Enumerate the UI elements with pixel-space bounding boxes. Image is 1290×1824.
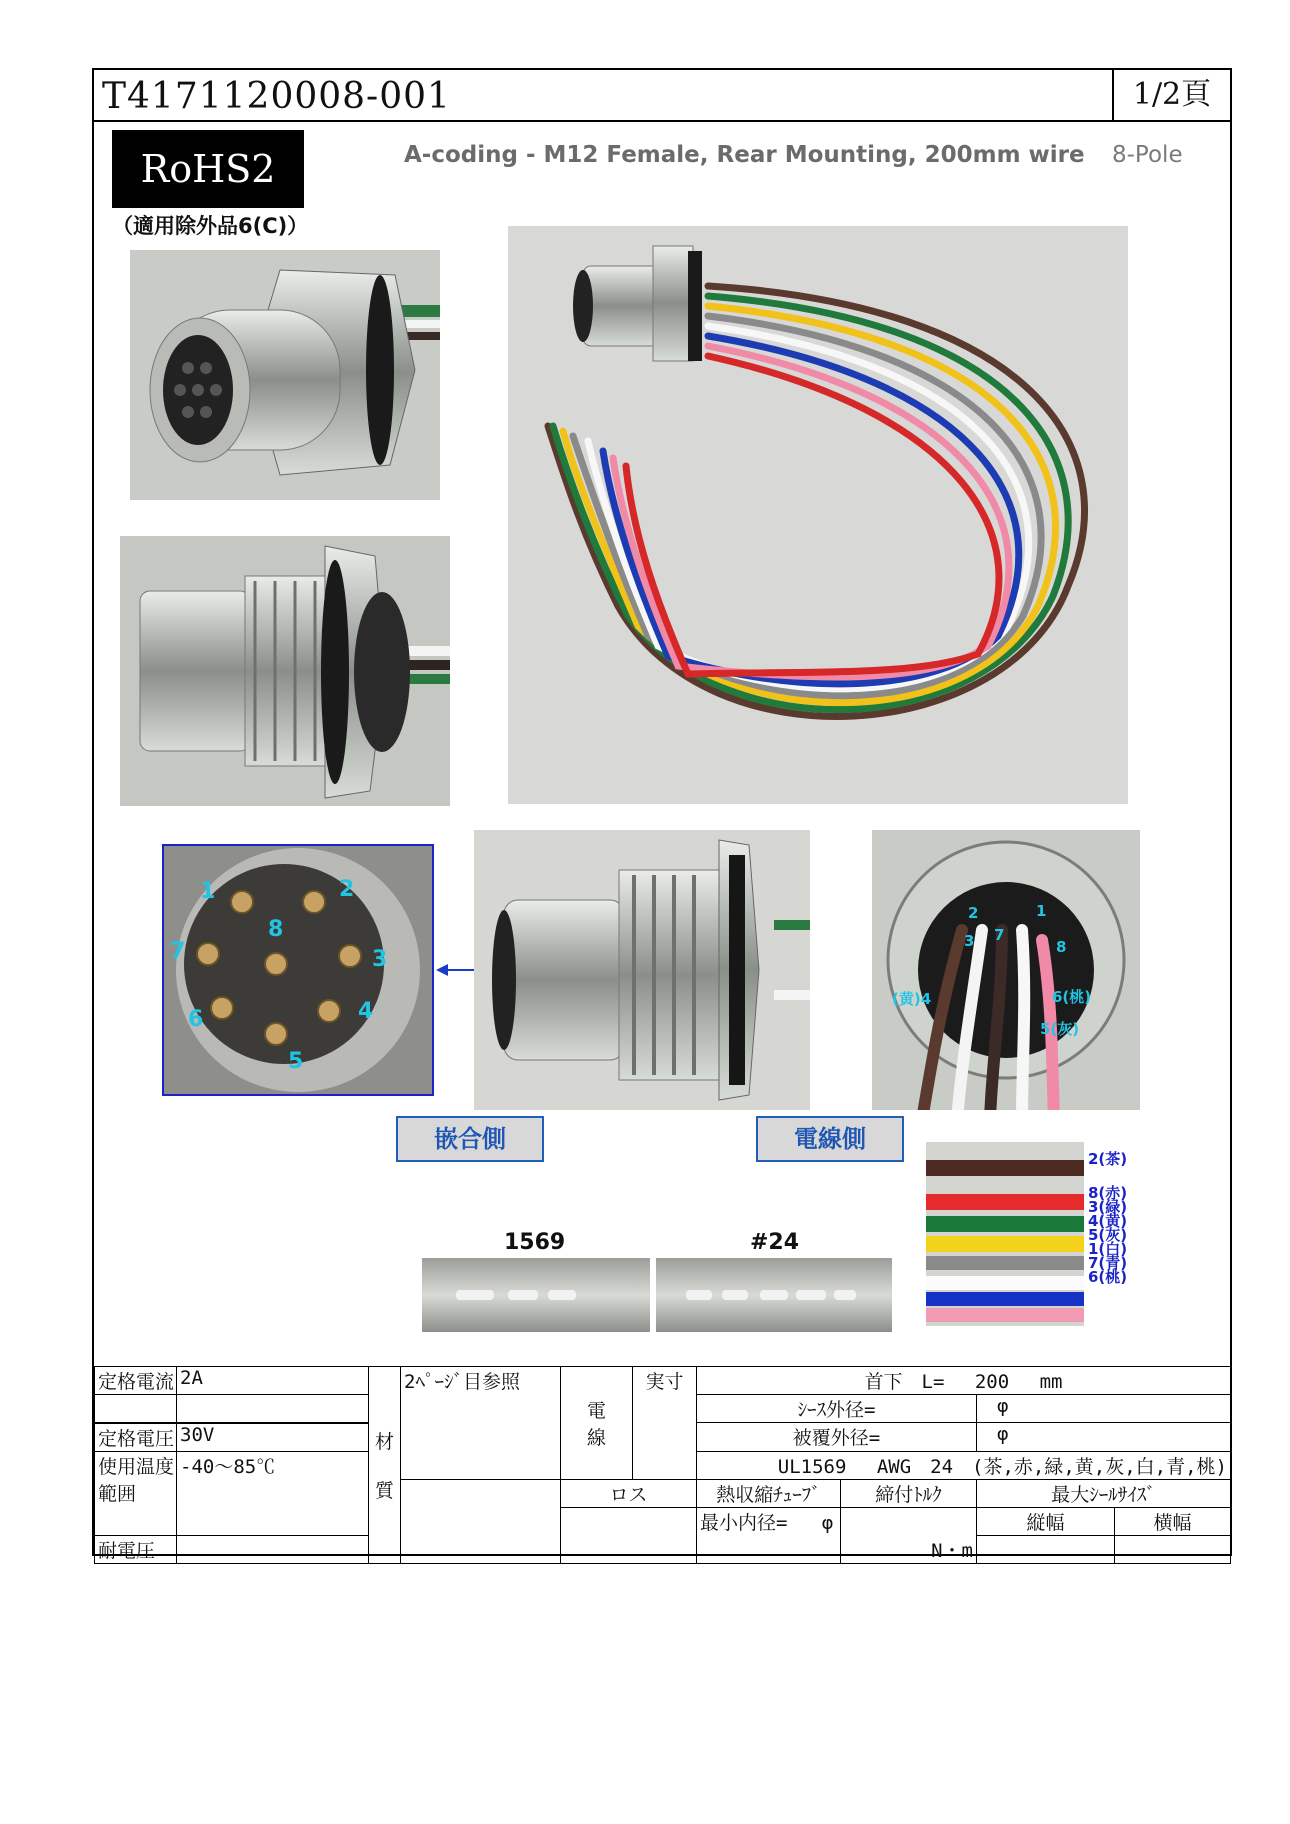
max-seal-label: 最大ｼｰﾙｻｲｽﾞ <box>977 1479 1231 1507</box>
ul-row: UL1569 AWG 24 (茶,赤,緑,黄,灰,白,青,桃) <box>697 1451 1231 1479</box>
wire-label: 6(桃) <box>1052 988 1092 1006</box>
pin-label: 5 <box>288 1049 304 1074</box>
wire-label: 7 <box>994 926 1005 944</box>
pin-label: 7 <box>170 939 186 964</box>
legend-item: 3(緑) <box>1088 1198 1128 1216</box>
mating-side-label: 嵌合側 <box>396 1116 544 1162</box>
connector-side-photo <box>120 536 450 806</box>
torque-unit: N・m <box>841 1507 977 1563</box>
min-id-cell: 最小内径= φ <box>697 1507 841 1563</box>
product-title: A-coding - M12 Female, Rear Mounting, 200mm wire <box>404 142 1085 168</box>
pin-label: 6 <box>188 1007 204 1032</box>
legend-item: 8(赤) <box>1088 1184 1128 1202</box>
temp-range-value: -40～85℃ <box>177 1451 369 1535</box>
wire-label: 2 <box>968 904 979 922</box>
wire-side-label: 電線側 <box>756 1116 904 1162</box>
title-bar <box>94 70 1230 122</box>
pin-label: 2 <box>339 877 355 902</box>
wire-label: 3 <box>964 932 975 950</box>
heat-shrink-label: 熱収縮ﾁｭｰﾌﾞ <box>697 1479 841 1507</box>
material-reference: 2ﾍﾟｰｼﾞ目参照 <box>401 1367 561 1480</box>
wire-color-swatches <box>926 1142 1084 1326</box>
cable-assembly-photo <box>508 226 1128 804</box>
rated-voltage-value: 30V <box>177 1423 369 1452</box>
loss-label: ロス <box>561 1479 697 1507</box>
rohs-exemption-note: （適用除外品6(C)） <box>112 214 309 238</box>
color-legend <box>1088 1152 1127 1284</box>
legend-item: 6(桃) <box>1088 1268 1128 1286</box>
temp-range-label: 使用温度 範囲 <box>95 1451 177 1535</box>
pin-face-photo <box>162 844 434 1096</box>
legend-item: 5(灰) <box>1088 1226 1128 1244</box>
pin-label: 1 <box>200 879 216 904</box>
insulation-od-value: φ <box>977 1423 1231 1452</box>
document-number: T4171120008-001 <box>102 76 451 117</box>
rated-current-value: 2A <box>177 1367 369 1395</box>
rated-voltage-label: 定格電圧 <box>95 1423 177 1452</box>
legend-item: 7(青) <box>1088 1254 1128 1272</box>
pin-label: 4 <box>358 999 374 1024</box>
seal-height-label: 縦幅 <box>977 1507 1115 1535</box>
torque-label: 締付ﾄﾙｸ <box>841 1479 977 1507</box>
ul-caption: 1569 <box>504 1230 566 1255</box>
seal-width-label: 横幅 <box>1115 1507 1231 1535</box>
legend-item: 4(黄) <box>1088 1212 1128 1230</box>
wire-label: (黄)4 <box>892 990 932 1008</box>
awg-caption: #24 <box>750 1230 800 1255</box>
pin-label: 3 <box>372 947 388 972</box>
wire-end-photo <box>872 830 1140 1110</box>
wire-label: 電 線 <box>561 1367 633 1480</box>
connector-front-photo <box>130 250 440 500</box>
rohs-badge: RoHS2 <box>112 130 304 208</box>
actual-size-label: 実寸 <box>633 1367 697 1480</box>
legend-item: 2(茶) <box>1088 1150 1128 1168</box>
pole-count: 8-Pole <box>1112 142 1183 168</box>
ul-print-photo <box>422 1258 650 1332</box>
document-frame <box>92 68 1232 1562</box>
pin-label: 8 <box>268 917 284 942</box>
rated-current-label: 定格電流 <box>95 1367 177 1395</box>
connector-profile-photo <box>474 830 810 1110</box>
sheath-od-label: ｼｰｽ外径= <box>697 1395 977 1423</box>
spec-table <box>94 1366 1231 1564</box>
material-label: 材 質 <box>369 1367 401 1564</box>
legend-item: 1(白) <box>1088 1240 1128 1258</box>
wire-label: 8 <box>1056 938 1067 956</box>
sheath-od-value: φ <box>977 1395 1231 1423</box>
insulation-od-label: 被覆外径= <box>697 1423 977 1452</box>
awg-print-photo <box>656 1258 892 1332</box>
length-row: 首下 L= 200 mm <box>697 1367 1231 1395</box>
page-number: 1/2頁 <box>1112 70 1230 120</box>
wire-label: 1 <box>1036 902 1047 920</box>
wire-label: 5(灰) <box>1040 1020 1080 1038</box>
withstand-voltage-label: 耐電圧 <box>95 1535 177 1563</box>
